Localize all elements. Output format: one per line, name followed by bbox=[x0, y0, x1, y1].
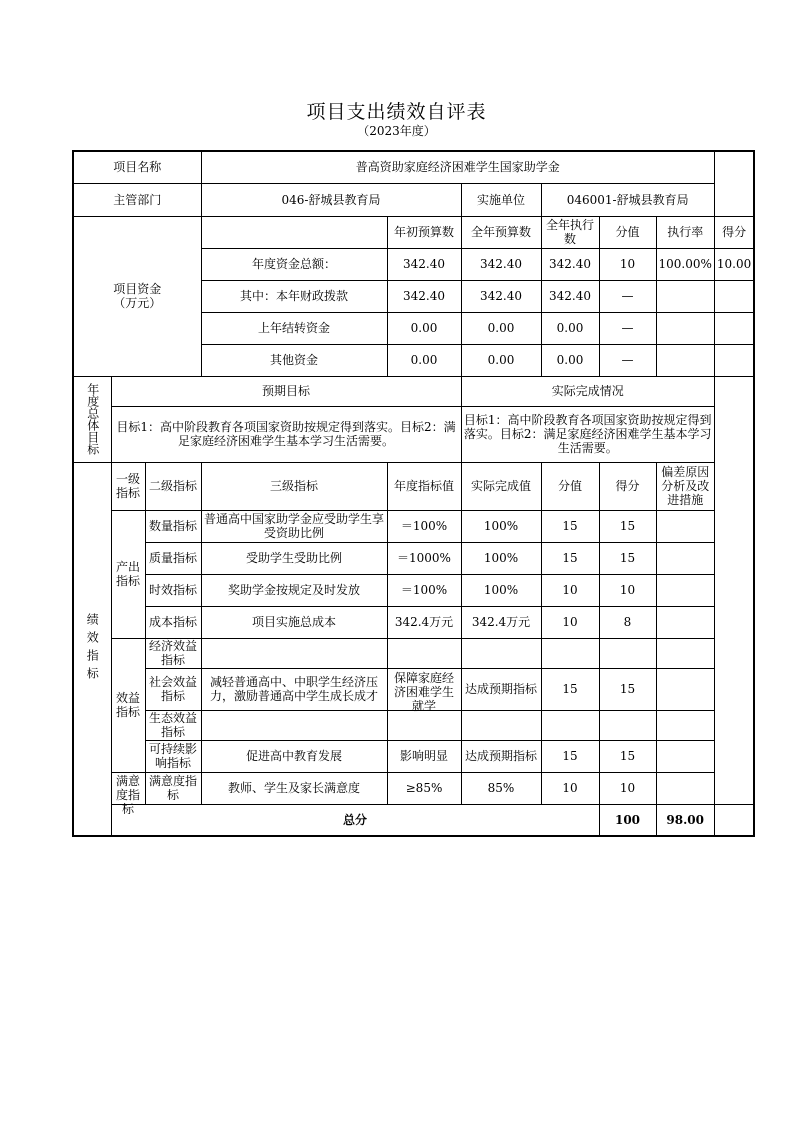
perf-row-level3: 项目实施总成本 bbox=[201, 606, 387, 638]
perf-row-actual bbox=[461, 710, 541, 740]
perf-row-level3: 教师、学生及家长满意度 bbox=[201, 772, 387, 804]
perf-row-target bbox=[387, 638, 461, 668]
perf-row-target: ≥85% bbox=[387, 772, 461, 804]
project-name-label: 项目名称 bbox=[73, 151, 201, 183]
perf-row-score-value: 15 bbox=[541, 542, 599, 574]
perf-row-reason bbox=[656, 668, 714, 710]
perf-header-score-value: 分值 bbox=[541, 462, 599, 510]
perf-row-score: 15 bbox=[599, 740, 656, 772]
funds-row-name: 其中：本年财政拨款 bbox=[201, 280, 387, 312]
perf-row-actual: 100% bbox=[461, 574, 541, 606]
funds-row-initial: 342.40 bbox=[387, 248, 461, 280]
funds-row-rate bbox=[656, 312, 714, 344]
perf-row-score: 15 bbox=[599, 542, 656, 574]
perf-row-score-value: 10 bbox=[541, 574, 599, 606]
perf-header-level3: 三级指标 bbox=[201, 462, 387, 510]
funds-row-score: 10.00 bbox=[714, 248, 754, 280]
funds-row-score bbox=[714, 344, 754, 376]
unit-value: 046001-舒城县教育局 bbox=[541, 183, 714, 216]
perf-header-target: 年度指标值 bbox=[387, 462, 461, 510]
funds-header-blank bbox=[201, 216, 387, 248]
perf-row-actual: 342.4万元 bbox=[461, 606, 541, 638]
perf-row-actual: 达成预期指标 bbox=[461, 668, 541, 710]
actual-completion-label: 实际完成情况 bbox=[461, 376, 714, 406]
funds-row-rate: 100.00% bbox=[656, 248, 714, 280]
funds-row-score-value: — bbox=[599, 312, 656, 344]
actual-completion-text: 目标1：高中阶段教育各项国家资助按规定得到落实。目标2：满足家庭经济困难学生基本学习生活需要。 bbox=[461, 406, 714, 462]
perf-row-level2: 生态效益指标 bbox=[145, 710, 201, 740]
perf-row-level2: 成本指标 bbox=[145, 606, 201, 638]
perf-row-score-value: 15 bbox=[541, 510, 599, 542]
perf-row-reason bbox=[656, 606, 714, 638]
perf-row-score-value: 10 bbox=[541, 772, 599, 804]
funds-header-annual: 全年预算数 bbox=[461, 216, 541, 248]
perf-header-reason: 偏差原因分析及改进措施 bbox=[656, 462, 714, 510]
self-evaluation-table bbox=[72, 150, 755, 837]
perf-row-score-value: 10 bbox=[541, 606, 599, 638]
total-label: 总分 bbox=[111, 804, 599, 836]
annual-goal-label: 年度总体目标 bbox=[73, 376, 111, 462]
perf-row-level2: 可持续影响指标 bbox=[145, 740, 201, 772]
funds-row-name: 其他资金 bbox=[201, 344, 387, 376]
perf-row-reason bbox=[656, 574, 714, 606]
perf-row-level3: 促进高中教育发展 bbox=[201, 740, 387, 772]
perf-row-score-value bbox=[541, 710, 599, 740]
perf-row-target bbox=[387, 710, 461, 740]
perf-row-level2: 时效指标 bbox=[145, 574, 201, 606]
perf-row-level3: 普通高中国家助学金应受助学生享受资助比例 bbox=[201, 510, 387, 542]
funds-row-name: 年度资金总额： bbox=[201, 248, 387, 280]
funds-row-score-value: — bbox=[599, 280, 656, 312]
perf-row-reason bbox=[656, 510, 714, 542]
perf-row-actual: 100% bbox=[461, 510, 541, 542]
perf-row-level2: 经济效益指标 bbox=[145, 638, 201, 668]
perf-row-target: ＝1000% bbox=[387, 542, 461, 574]
perf-row-score: 10 bbox=[599, 772, 656, 804]
satisfaction-indicator-group: 满意度指标 bbox=[115, 773, 140, 816]
perf-header-score: 得分 bbox=[599, 462, 656, 510]
perf-row-score-value bbox=[541, 638, 599, 668]
perf-row-level3 bbox=[201, 638, 387, 668]
perf-row-actual bbox=[461, 638, 541, 668]
perf-row-target: ＝100% bbox=[387, 574, 461, 606]
perf-row-score: 15 bbox=[599, 510, 656, 542]
funds-row-annual: 0.00 bbox=[461, 344, 541, 376]
perf-row-actual: 85% bbox=[461, 772, 541, 804]
funds-row-annual: 342.40 bbox=[461, 248, 541, 280]
project-name: 普高资助家庭经济困难学生国家助学金 bbox=[201, 151, 714, 183]
perf-indicator-label: 绩效指标 bbox=[73, 462, 111, 836]
funds-header-executed: 全年执行数 bbox=[541, 216, 599, 248]
dept-value: 046-舒城县教育局 bbox=[201, 183, 461, 216]
perf-row-target: 保障家庭经济困难学生就学 bbox=[393, 670, 454, 713]
funds-header-rate: 执行率 bbox=[656, 216, 714, 248]
expected-goal-text: 目标1：高中阶段教育各项国家资助按规定得到落实。目标2：满足家庭经济困难学生基本学习生活需要。 bbox=[111, 406, 461, 462]
perf-row-reason bbox=[656, 542, 714, 574]
perf-row-score: 8 bbox=[599, 606, 656, 638]
funds-row-annual: 0.00 bbox=[461, 312, 541, 344]
perf-row-score-value: 15 bbox=[541, 668, 599, 710]
perf-header-level2: 二级指标 bbox=[145, 462, 201, 510]
total-score: 98.00 bbox=[656, 804, 714, 836]
funds-row-score-value: — bbox=[599, 344, 656, 376]
funds-row-executed: 342.40 bbox=[541, 280, 599, 312]
perf-row-level2: 质量指标 bbox=[145, 542, 201, 574]
perf-row-reason bbox=[656, 772, 714, 804]
perf-row-actual: 100% bbox=[461, 542, 541, 574]
funds-header-score-value: 分值 bbox=[599, 216, 656, 248]
perf-row-score-value: 15 bbox=[541, 740, 599, 772]
funds-header-initial: 年初预算数 bbox=[387, 216, 461, 248]
funds-row-score bbox=[714, 312, 754, 344]
funds-row-initial: 342.40 bbox=[387, 280, 461, 312]
perf-row-level2: 社会效益指标 bbox=[145, 668, 201, 710]
perf-row-level3: 受助学生受助比例 bbox=[201, 542, 387, 574]
total-reason bbox=[714, 804, 754, 836]
perf-row-reason bbox=[656, 710, 714, 740]
perf-row-target: ＝100% bbox=[387, 510, 461, 542]
perf-row-level2: 数量指标 bbox=[145, 510, 201, 542]
funds-row-initial: 0.00 bbox=[387, 312, 461, 344]
perf-row-level2: 满意度指标 bbox=[145, 772, 201, 804]
total-score-value: 100 bbox=[599, 804, 656, 836]
benefit-indicator-group: 效益指标 bbox=[111, 638, 145, 772]
perf-row-actual: 达成预期指标 bbox=[461, 740, 541, 772]
perf-row-score: 10 bbox=[599, 574, 656, 606]
funds-row-rate bbox=[656, 280, 714, 312]
year-subtitle: （2023年度） bbox=[357, 124, 436, 138]
perf-row-reason bbox=[656, 638, 714, 668]
unit-label: 实施单位 bbox=[461, 183, 541, 216]
funds-row-executed: 0.00 bbox=[541, 312, 599, 344]
perf-row-score bbox=[599, 638, 656, 668]
funds-row-executed: 0.00 bbox=[541, 344, 599, 376]
perf-row-reason bbox=[656, 740, 714, 772]
funds-row-score-value: 10 bbox=[599, 248, 656, 280]
output-indicator-group: 产出指标 bbox=[111, 510, 145, 638]
expected-goal-label: 预期目标 bbox=[111, 376, 461, 406]
perf-row-target: 影响明显 bbox=[387, 740, 461, 772]
funds-row-executed: 342.40 bbox=[541, 248, 599, 280]
funds-row-score bbox=[714, 280, 754, 312]
page-title: 项目支出绩效自评表 bbox=[306, 101, 487, 123]
perf-header-level1: 一级指标 bbox=[111, 462, 145, 510]
dept-label: 主管部门 bbox=[73, 183, 201, 216]
funds-header-score: 得分 bbox=[714, 216, 754, 248]
funds-label: 项目资金 （万元） bbox=[73, 216, 201, 376]
perf-row-score: 15 bbox=[599, 668, 656, 710]
funds-row-annual: 342.40 bbox=[461, 280, 541, 312]
perf-row-level3: 奖助学金按规定及时发放 bbox=[201, 574, 387, 606]
perf-row-level3 bbox=[201, 710, 387, 740]
perf-header-actual: 实际完成值 bbox=[461, 462, 541, 510]
perf-row-target: 342.4万元 bbox=[387, 606, 461, 638]
perf-row-score bbox=[599, 710, 656, 740]
funds-row-rate bbox=[656, 344, 714, 376]
funds-row-initial: 0.00 bbox=[387, 344, 461, 376]
funds-row-name: 上年结转资金 bbox=[201, 312, 387, 344]
perf-row-level3: 减轻普通高中、中职学生经济压力，激励普通高中学生成长成才 bbox=[201, 668, 387, 710]
